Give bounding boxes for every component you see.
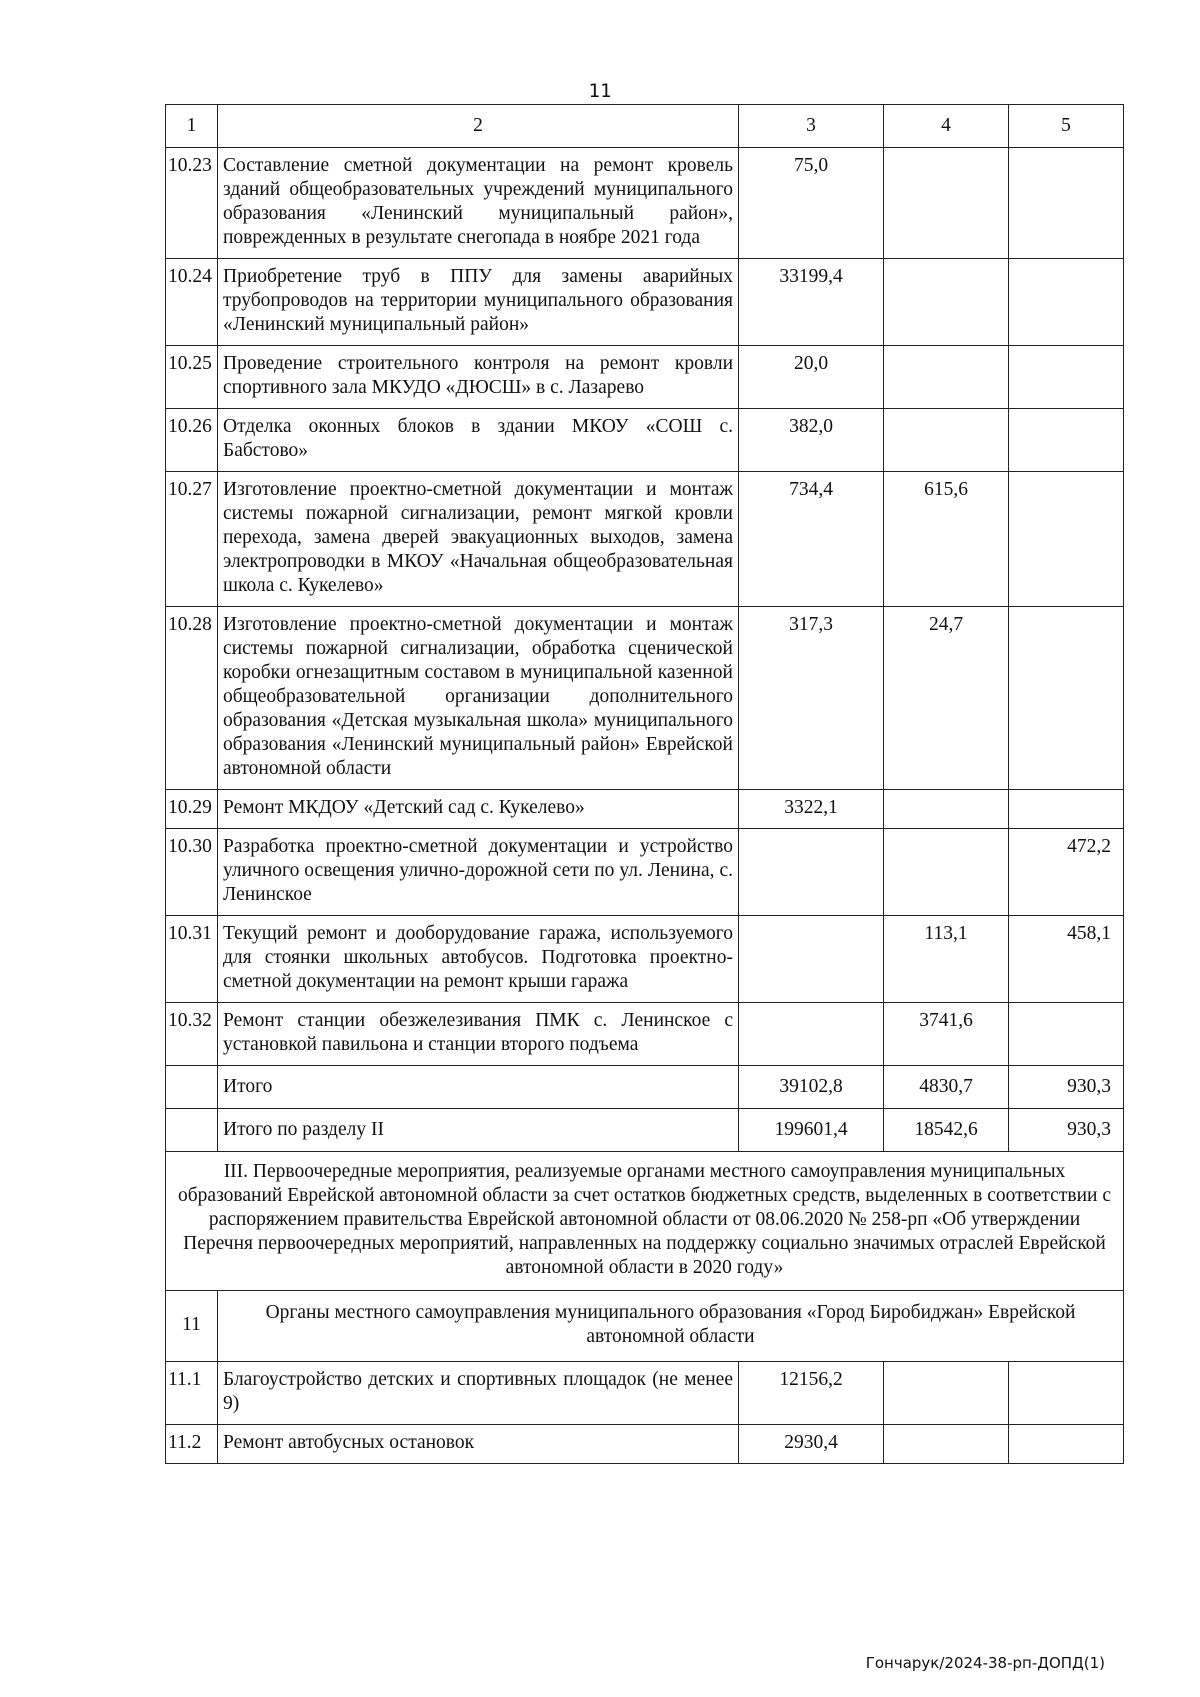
row-number: 10.26 bbox=[166, 409, 218, 472]
row-description: Отделка оконных блоков в здании МКОУ «СОШ с. Бабстово» bbox=[218, 409, 739, 472]
row-value-col3: 12156,2 bbox=[739, 1362, 884, 1425]
row-number: 11.2 bbox=[166, 1425, 218, 1464]
row-value-col4 bbox=[884, 259, 1009, 346]
total-col4: 18542,6 bbox=[884, 1109, 1009, 1152]
section-heading-row bbox=[166, 1152, 1124, 1291]
row-value-col5 bbox=[1009, 1425, 1124, 1464]
column-header: 1 bbox=[166, 105, 218, 148]
row-number: 10.27 bbox=[166, 472, 218, 607]
row-value-col4 bbox=[884, 1362, 1009, 1425]
row-description: Изготовление проектно-сметной документации и монтаж системы пожарной сигнализации, ремонт мягкой кровли перехода, замена дверей эвакуационных выходов, замена электропроводки в МКОУ «Начальная общеобразовательная школа с. Кукелево» bbox=[218, 472, 739, 607]
row-number: 11.1 bbox=[166, 1362, 218, 1425]
row-value-col3 bbox=[739, 1003, 884, 1066]
table-row bbox=[166, 1362, 1124, 1425]
row-value-col5 bbox=[1009, 1003, 1124, 1066]
row-number: 10.28 bbox=[166, 607, 218, 790]
table-row bbox=[166, 607, 1124, 790]
row-number: 10.24 bbox=[166, 259, 218, 346]
row-description: Благоустройство детских и спортивных площадок (не менее 9) bbox=[218, 1362, 739, 1425]
row-value-col4 bbox=[884, 829, 1009, 916]
total-label: Итого по разделу II bbox=[218, 1109, 739, 1152]
total-number bbox=[166, 1066, 218, 1109]
row-value-col4 bbox=[884, 790, 1009, 829]
document-footer-code: Гончарук/2024-38-рп-ДОПД(1) bbox=[865, 1654, 1105, 1672]
row-value-col5 bbox=[1009, 607, 1124, 790]
row-description: Текущий ремонт и дооборудование гаража, используемого для стоянки школьных автобусов. Подготовка проектно-сметной документации на ремонт крыши гаража bbox=[218, 916, 739, 1003]
row-value-col4 bbox=[884, 1425, 1009, 1464]
table-row bbox=[166, 1425, 1124, 1464]
row-value-col4 bbox=[884, 148, 1009, 259]
row-value-col3: 382,0 bbox=[739, 409, 884, 472]
row-value-col4: 24,7 bbox=[884, 607, 1009, 790]
row-description: Приобретение труб в ППУ для замены аварийных трубопроводов на территории муниципального образования «Ленинский муниципальный район» bbox=[218, 259, 739, 346]
section-heading: III. Первоочередные мероприятия, реализуемые органами местного самоуправления муниципальных образований Еврейской автономной области за счет остатков бюджетных средств, выделенных в соответствии с распоряжением правительства Еврейской автономной области от 08.06.2020 № 258-рп «Об утверждении Перечня первоочередных мероприятий, направленных на поддержку социально значимых отраслей Еврейской автономной области в 2020 году» bbox=[166, 1152, 1124, 1291]
page-number: 11 bbox=[588, 80, 612, 102]
row-description: Проведение строительного контроля на ремонт кровли спортивного зала МКУДО «ДЮСШ» в с. Лазарево bbox=[218, 346, 739, 409]
table-row bbox=[166, 346, 1124, 409]
total-col4: 4830,7 bbox=[884, 1066, 1009, 1109]
row-value-col3: 20,0 bbox=[739, 346, 884, 409]
organization-row bbox=[166, 1291, 1124, 1362]
row-value-col3: 33199,4 bbox=[739, 259, 884, 346]
column-header: 4 bbox=[884, 105, 1009, 148]
row-value-col3: 734,4 bbox=[739, 472, 884, 607]
total-label: Итого bbox=[218, 1066, 739, 1109]
row-number: 10.23 bbox=[166, 148, 218, 259]
row-value-col5 bbox=[1009, 790, 1124, 829]
table-row bbox=[166, 1003, 1124, 1066]
column-header: 3 bbox=[739, 105, 884, 148]
row-description: Ремонт автобусных остановок bbox=[218, 1425, 739, 1464]
row-value-col3: 75,0 bbox=[739, 148, 884, 259]
table-row bbox=[166, 790, 1124, 829]
total-number bbox=[166, 1109, 218, 1152]
total-col3: 39102,8 bbox=[739, 1066, 884, 1109]
row-number: 10.29 bbox=[166, 790, 218, 829]
organization-name: Органы местного самоуправления муниципального образования «Город Биробиджан» Еврейской автономной области bbox=[218, 1291, 1124, 1362]
row-value-col5: 458,1 bbox=[1009, 916, 1124, 1003]
row-description: Разработка проектно-сметной документации и устройство уличного освещения улично-дорожной сети по ул. Ленина, с. Ленинское bbox=[218, 829, 739, 916]
row-value-col5: 472,2 bbox=[1009, 829, 1124, 916]
column-header: 5 bbox=[1009, 105, 1124, 148]
table-row bbox=[166, 148, 1124, 259]
row-value-col5 bbox=[1009, 148, 1124, 259]
row-number: 10.32 bbox=[166, 1003, 218, 1066]
table-row bbox=[166, 916, 1124, 1003]
row-value-col3: 317,3 bbox=[739, 607, 884, 790]
total-col5: 930,3 bbox=[1009, 1109, 1124, 1152]
table-row bbox=[166, 472, 1124, 607]
total-col5: 930,3 bbox=[1009, 1066, 1124, 1109]
row-description: Ремонт МКДОУ «Детский сад с. Кукелево» bbox=[218, 790, 739, 829]
row-value-col5 bbox=[1009, 409, 1124, 472]
row-value-col4 bbox=[884, 346, 1009, 409]
row-value-col3: 3322,1 bbox=[739, 790, 884, 829]
organization-number: 11 bbox=[166, 1291, 218, 1362]
table-row bbox=[166, 829, 1124, 916]
row-value-col4: 615,6 bbox=[884, 472, 1009, 607]
row-number: 10.30 bbox=[166, 829, 218, 916]
table-row bbox=[166, 259, 1124, 346]
row-value-col4: 3741,6 bbox=[884, 1003, 1009, 1066]
row-description: Изготовление проектно-сметной документации и монтаж системы пожарной сигнализации, обработка сценической коробки огнезащитным составом в муниципальной казенной общеобразовательной организации дополнительного образования «Детская музыкальная школа» муниципального образования «Ленинский муниципальный район» Еврейской автономной области bbox=[218, 607, 739, 790]
total-col3: 199601,4 bbox=[739, 1109, 884, 1152]
row-value-col5 bbox=[1009, 472, 1124, 607]
total-row bbox=[166, 1066, 1124, 1109]
row-number: 10.25 bbox=[166, 346, 218, 409]
table-row bbox=[166, 409, 1124, 472]
row-value-col4: 113,1 bbox=[884, 916, 1009, 1003]
table-header-row bbox=[166, 105, 1124, 148]
row-value-col5 bbox=[1009, 259, 1124, 346]
total-row bbox=[166, 1109, 1124, 1152]
column-header: 2 bbox=[218, 105, 739, 148]
row-value-col5 bbox=[1009, 346, 1124, 409]
row-number: 10.31 bbox=[166, 916, 218, 1003]
row-description: Составление сметной документации на ремонт кровель зданий общеобразовательных учреждений муниципального образования «Ленинский муниципальный район», поврежденных в результате снегопада в ноябре 2021 года bbox=[218, 148, 739, 259]
budget-table bbox=[165, 104, 1124, 1464]
row-value-col3: 2930,4 bbox=[739, 1425, 884, 1464]
row-value-col3 bbox=[739, 916, 884, 1003]
row-value-col5 bbox=[1009, 1362, 1124, 1425]
row-description: Ремонт станции обезжелезивания ПМК с. Ленинское с установкой павильона и станции второго подъема bbox=[218, 1003, 739, 1066]
row-value-col3 bbox=[739, 829, 884, 916]
row-value-col4 bbox=[884, 409, 1009, 472]
